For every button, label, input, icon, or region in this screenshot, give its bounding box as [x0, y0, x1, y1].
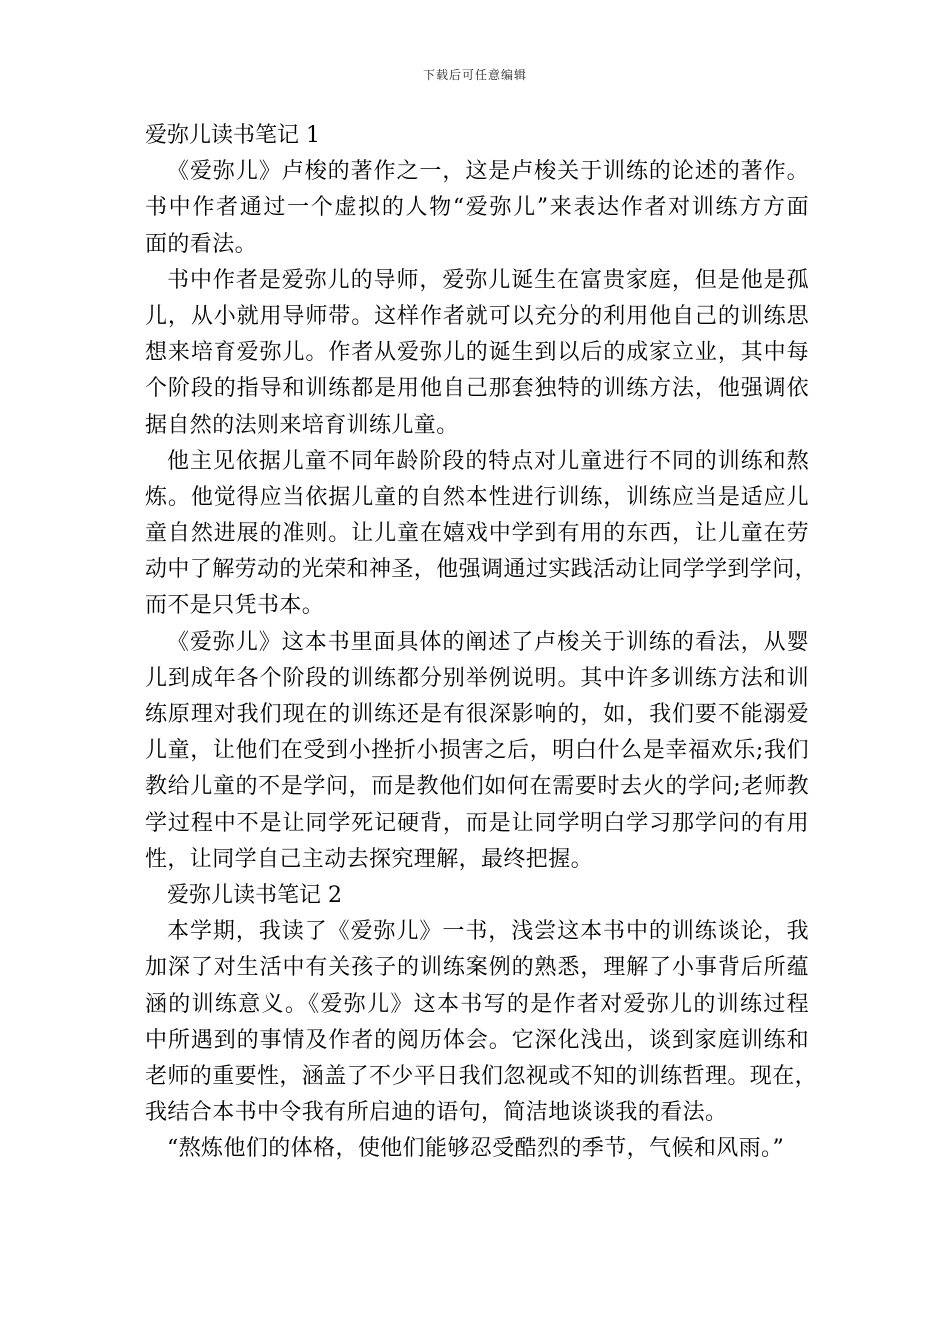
text-line: 我结合本书中令我有所启迪的语句，简洁地谈谈我的看法。	[145, 1100, 728, 1126]
text-line: 儿到成年各个阶段的训练都分别举例说明。其中许多训练方法和训	[145, 665, 809, 691]
text-line: 书中作者是爱弥儿的导师，爱弥儿诞生在富贵家庭，但是他是孤	[167, 267, 809, 293]
paragraph-2	[145, 263, 809, 444]
page-header: 下载后可任意编辑	[422, 68, 527, 82]
document-body	[145, 118, 818, 1167]
text-line: 涵的训练意义。《爱弥儿》这本书写的是作者对爱弥儿的训练过程	[145, 991, 809, 1017]
text-line: 书中作者通过一个虚拟的人物“爱弥儿”来表达作者对训练方方面	[145, 195, 809, 221]
text-line: 炼。他觉得应当依据儿童的自然本性进行训练，训练应当是适应儿	[145, 484, 809, 510]
text-line: 练原理对我们现在的训练还是有很深影响的，如，我们要不能溺爱	[145, 702, 809, 727]
text-line: 《爱弥儿》卢梭的著作之一，这是卢梭关于训练的论述的著作。	[167, 159, 809, 185]
text-line: 个阶段的指导和训练都是用他自己那套独特的训练方法，他强调依	[145, 376, 809, 402]
text-line: 面的看法。	[145, 231, 258, 257]
text-line: 他主见依据儿童不同年龄阶段的特点对儿童进行不同的训练和熬	[167, 448, 809, 474]
text-line: 据自然的法则来培育训练儿童。	[145, 412, 459, 438]
paragraph-5	[145, 914, 818, 1131]
text-line: 儿童，让他们在受到小挫折小损害之后，明白什么是幸福欢乐;我们	[145, 738, 809, 764]
section-title-1: 爱弥儿读书笔记 1	[145, 123, 320, 148]
text-line: 动中了解劳动的光荣和神圣，他强调通过实践活动让同学学到学问，	[145, 557, 818, 583]
paragraph-3	[145, 444, 818, 625]
text-line: 学过程中不是让同学死记硬背，而是让同学明白学习那学问的有用	[145, 810, 809, 836]
text-line: 中所遇到的事情及作者的阅历体会。它深化浅出，谈到家庭训练和	[145, 1027, 809, 1053]
section-title-2: 爱弥儿读书笔记 2	[167, 882, 342, 908]
paragraph-6	[145, 1131, 809, 1167]
text-line: 想来培育爱弥儿。作者从爱弥儿的诞生到以后的成家立业，其中每	[145, 340, 809, 366]
text-line: 《爱弥儿》这本书里面具体的阐述了卢梭关于训练的看法，从婴	[167, 629, 809, 655]
text-line: 老师的重要性，涵盖了不少平日我们忽视或不知的训练哲理。现在，	[145, 1063, 818, 1089]
text-line: 教给儿童的不是学问，而是教他们如何在需要时去火的学问;老师教	[145, 774, 809, 800]
paragraph-4	[145, 625, 809, 878]
paragraph-1	[145, 154, 809, 263]
text-line: 童自然进展的准则。让儿童在嬉戏中学到有用的东西，让儿童在劳	[145, 521, 809, 547]
text-line: 而不是只凭书本。	[145, 593, 325, 619]
text-line: 性，让同学自己主动去探究理解，最终把握。	[145, 846, 594, 872]
text-line: 儿，从小就用导师带。这样作者就可以充分的利用他自己的训练思	[145, 303, 809, 329]
text-line: “熬炼他们的体格，使他们能够忍受酷烈的季节，气候和风雨。”	[167, 1136, 785, 1162]
text-line: 本学期，我读了《爱弥儿》一书，浅尝这本书中的训练谈论，我	[167, 919, 809, 945]
text-line: 加深了对生活中有关孩子的训练案例的熟悉，理解了小事背后所蕴	[145, 955, 809, 981]
